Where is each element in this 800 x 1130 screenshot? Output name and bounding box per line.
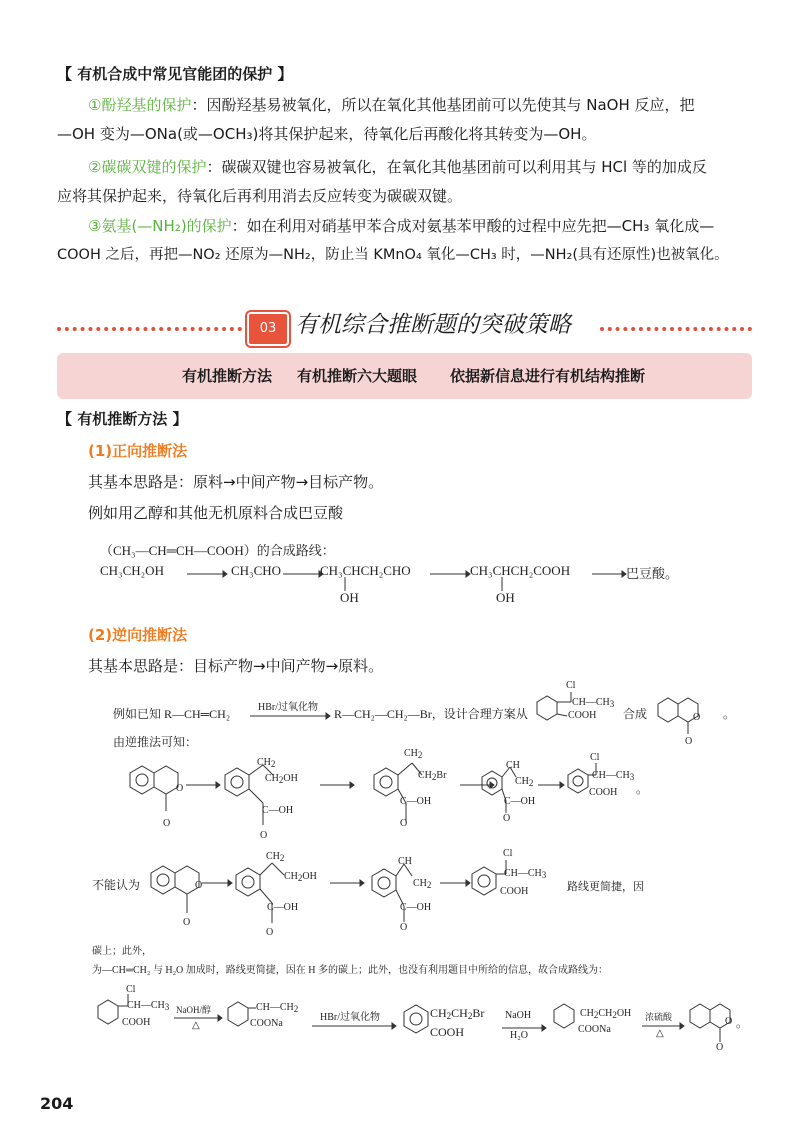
target-o: O xyxy=(693,712,701,723)
start-cl: Cl xyxy=(566,680,576,691)
protect-p3-label: ③氨基(—NH₂)的保护 xyxy=(88,217,232,235)
protect-p3-line2: COOH 之后，再把—NO₂ 还原为—NH₂，防止当 KMnO₄ 氧化—CH₃ 时，—NH₂(具有还原性)也被氧化。 xyxy=(57,247,729,263)
reverse-hint: 由逆推法可知： xyxy=(113,735,198,749)
example-arrow-reagent: HBr/过氧化物 xyxy=(258,702,318,713)
route-step-4-oh: OH xyxy=(496,590,515,605)
section-title: 有机综合推断题的突破策略 xyxy=(295,312,571,338)
example-product: R—CH₂—CH₂—Br，设计合理方案从 xyxy=(334,707,528,721)
r2-ch2br: $CH_2Br$ xyxy=(418,770,447,782)
reverse-lactone-o: O xyxy=(176,783,184,794)
reverse-lactone-co: O xyxy=(163,818,171,829)
forward-idea: 其基本思路是：原料→中间产物→目标产物。 xyxy=(88,473,384,491)
tab-infer-methods: 有机推断方法 xyxy=(182,367,273,385)
r2-ch2: $CH_2$ xyxy=(404,748,423,760)
not-lactone xyxy=(145,855,215,935)
protect-p2-label: ②碳碳双键的保护 xyxy=(88,158,207,176)
example-intro: 例如已知 R—CH═CH₂ xyxy=(113,707,231,721)
protect-p1-text: ：因酚羟基易被氧化，所以在氧化其他基团前可以先使其与 NaOH 反应，把 xyxy=(191,96,695,114)
page-number: 204 xyxy=(40,1094,74,1113)
route-arrow-2 xyxy=(283,570,323,578)
target-period: 。 xyxy=(723,707,736,721)
r1-ch2oh: $CH_2OH$ xyxy=(265,773,298,785)
not-think: 不能认为 xyxy=(92,878,141,892)
section-divider-right xyxy=(600,327,752,331)
r2-o: O xyxy=(400,818,408,829)
example-arrow xyxy=(250,712,330,720)
note-1: 碳上；此外， xyxy=(92,946,152,957)
route-easier: 路线更简捷，因 xyxy=(567,881,644,893)
n3-cl: Cl xyxy=(503,848,513,859)
reverse-lactone xyxy=(120,755,190,835)
not-vinyl-acid xyxy=(364,850,464,945)
protect-p1-line2: —OH 变为—ONa(或—OCH₃)将其保护起来，待氧化后再酸化将其转变为—OH。 xyxy=(57,125,597,143)
n2-c-oh: C—OH xyxy=(400,902,432,913)
f1-cooh: COOH xyxy=(122,1017,151,1028)
reverse-vinyl-acid xyxy=(476,755,566,830)
final-reagent-h2o: H₂O xyxy=(510,1030,528,1041)
protect-p1-label: ①酚羟基的保护 xyxy=(88,96,192,114)
target-lactone-structure xyxy=(652,688,722,743)
forward-example: 例如用乙醇和其他无机原料合成巴豆酸 xyxy=(88,504,344,522)
protect-p3-line1 xyxy=(88,215,714,237)
example-synth-word: 合成 xyxy=(623,707,648,721)
f4-ch2ch2oh: $CH_2CH_2OH$ xyxy=(580,1008,632,1020)
reverse-row-period: 。 xyxy=(636,782,649,796)
start-ch-ch3: $CH—CH_3$ xyxy=(572,697,615,709)
not-chloro-acid xyxy=(466,850,556,915)
final-reagent-naoh: NaOH xyxy=(505,1010,532,1021)
route-arrow-1 xyxy=(187,570,227,578)
final-arrow-2 xyxy=(312,1022,396,1030)
tab-new-info: 依据新信息进行有机结构推断 xyxy=(450,367,646,385)
final-delta-2: △ xyxy=(656,1028,664,1039)
final-vinyl-salt xyxy=(222,992,292,1042)
target-carbonyl-o: O xyxy=(685,736,693,747)
reverse-arrow-2 xyxy=(320,781,354,789)
final-lactone-co: O xyxy=(716,1042,724,1053)
protect-heading: 【 有机合成中常见官能团的保护 】 xyxy=(57,65,293,83)
n2-ch: CH xyxy=(398,856,412,867)
protect-p2-line2: 应将其保护起来，待氧化后再利用消去反应转变为碳碳双键。 xyxy=(57,187,463,205)
n1-o: O xyxy=(266,927,274,938)
n1-ch2oh: $CH_2OH$ xyxy=(284,871,317,883)
protect-p2-line1 xyxy=(88,156,707,178)
n3-ch-ch3: $CH—CH_3$ xyxy=(504,868,547,880)
final-delta-1: △ xyxy=(192,1020,200,1031)
r4-cooh: COOH xyxy=(589,787,618,798)
n3-cooh: COOH xyxy=(500,886,529,897)
methods-heading: 【 有机推断方法 】 xyxy=(57,410,188,428)
r1-o: O xyxy=(260,830,268,841)
reverse-arrow-4 xyxy=(538,781,564,789)
r3-ch: CH xyxy=(506,760,520,771)
protect-p2-text: ：碳碳双键也容易被氧化，在氧化其他基团前可以利用其与 HCl 等的加成反 xyxy=(206,158,707,176)
n2-ch2: $CH_2$ xyxy=(413,878,432,890)
n2-o: O xyxy=(400,922,408,933)
section-tabs-bar xyxy=(57,353,752,399)
r4-cl: Cl xyxy=(590,752,600,763)
r3-ch2: $CH_2$ xyxy=(515,776,534,788)
route-step-3: CH₃CHCH₂CHO xyxy=(320,563,411,578)
final-reagent-hbr: HBr/过氧化物 xyxy=(320,1012,380,1023)
tab-six-clues: 有机推断六大题眼 xyxy=(297,367,418,385)
f2-coona: COONa xyxy=(250,1018,283,1029)
backward-title: (2)逆向推断法 xyxy=(88,626,188,644)
reverse-bromo-acid xyxy=(364,745,474,845)
final-reagent-naoh-alc: NaOH/醇 xyxy=(176,1005,211,1015)
route-arrow-3 xyxy=(430,570,470,578)
f2-ch-ch2: $CH—CH_2$ xyxy=(256,1002,299,1014)
route-step-3-oh: OH xyxy=(340,590,359,605)
route-intro: （CH₃—CH═CH—COOH）的合成路线： xyxy=(100,543,335,558)
not-lactone-co: O xyxy=(183,917,191,928)
n1-ch2: $CH_2$ xyxy=(266,851,285,863)
r3-o: O xyxy=(503,813,511,824)
route-arrow-4 xyxy=(592,570,626,578)
reverse-chloro-acid xyxy=(562,755,642,815)
note-2: 为—CH═CH₂ 与 H₂O 加成时，路线更简捷，因在 H 多的碳上；此外，也没有利用题目中所给的信息，故合成路线为： xyxy=(92,965,609,976)
start-cooh: COOH xyxy=(568,710,597,721)
final-reagent-h2so4: 浓硫酸 xyxy=(645,1012,673,1022)
f1-cl: Cl xyxy=(126,984,136,995)
r2-c-oh: C—OH xyxy=(400,796,432,807)
f4-coona: COONa xyxy=(578,1024,611,1035)
section-number-badge: 03 xyxy=(247,312,289,346)
route-step-4: CH₃CHCH₂COOH xyxy=(470,563,571,578)
final-chloro-acid xyxy=(92,988,162,1043)
protect-p1-line1 xyxy=(88,94,695,116)
route-step-1: CH₃CH₂OH xyxy=(100,563,164,578)
backward-idea: 其基本思路是：目标产物→中间产物→原料。 xyxy=(88,657,384,675)
route-step-2: CH₃CHO xyxy=(231,563,282,578)
f1-ch-ch3: $CH—CH_3$ xyxy=(127,1000,170,1012)
final-period: 。 xyxy=(736,1016,749,1030)
r1-ch2-a: $CH_2$ xyxy=(257,757,276,769)
forward-title: (1)正向推断法 xyxy=(88,442,188,460)
r4-ch-ch3: $CH—CH_3$ xyxy=(592,770,635,782)
r3-c-oh: C—OH xyxy=(504,796,536,807)
f3-cooh: COOH xyxy=(430,1025,465,1039)
f3-ch2ch2br: $CH_2CH_2Br$ xyxy=(430,1006,485,1021)
r1-c-oh: C—OH xyxy=(262,805,294,816)
n1-c-oh: C—OH xyxy=(267,902,299,913)
section-divider-left xyxy=(57,327,242,331)
protect-p3-text: ：如在利用对硝基甲苯合成对氨基苯甲酸的过程中应先把—CH₃ 氧化成— xyxy=(231,217,715,235)
not-lactone-o: O xyxy=(195,880,203,891)
final-lactone-o: O xyxy=(725,1016,733,1027)
not-arrow-2 xyxy=(330,879,364,887)
route-step-5: 巴豆酸。 xyxy=(626,566,679,581)
